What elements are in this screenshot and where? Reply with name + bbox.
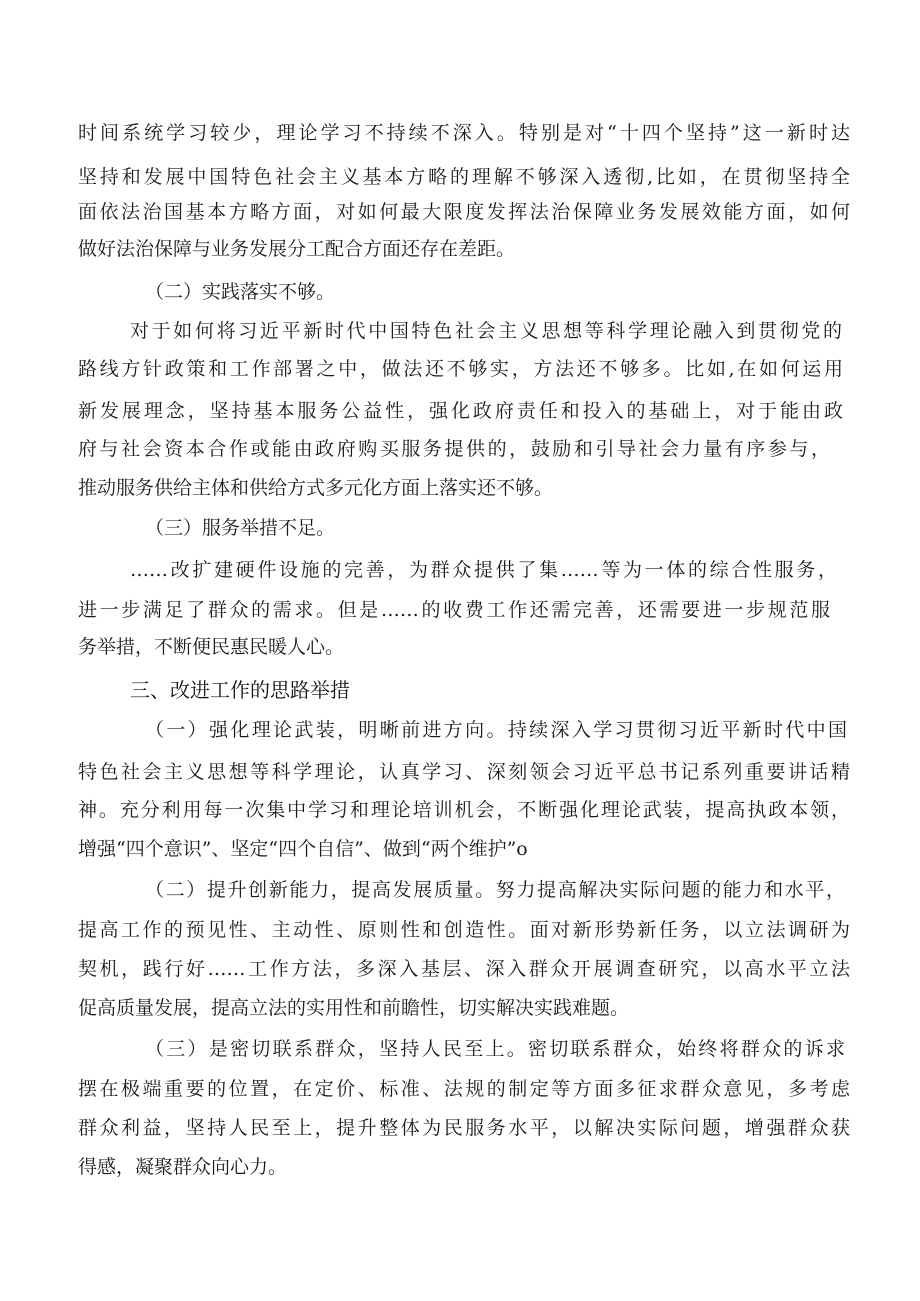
paragraph-line: 面依法治国基本方略方面，对如何最大限度发挥法治保障业务发展效能方面，如何 xyxy=(78,201,850,223)
paragraph-line: 得感，凝聚群众向心力。 xyxy=(78,1156,288,1178)
paragraph-line: 路线方针政策和工作部署之中，做法还不够实，方法还不够多。比如,在如何运用 xyxy=(78,358,843,380)
paragraph-line: 推动服务供给主体和供给方式多元化方面上落实还不够。 xyxy=(78,477,554,499)
paragraph-line: 府与社会资本合作或能由政府购买服务提供的，鼓励和引导社会力量有序参与， xyxy=(78,438,830,460)
paragraph-line: （三）是密切联系群众，坚持人民至上。密切联系群众，始终将群众的诉求 xyxy=(145,1038,845,1060)
paragraph-line: 提高工作的预见性、主动性、原则性和创造性。面对新形势新任务，以立法调研为 xyxy=(78,919,850,941)
paragraph-line: 对于如何将习近平新时代中国特色社会主义思想等科学理论融入到贯彻党的 xyxy=(130,320,842,342)
paragraph-line: 新发展理念，坚持基本服务公益性，强化政府责任和投入的基础上，对于能由政 xyxy=(78,400,843,422)
section-subheading: （二）实践落实不够。 xyxy=(145,281,336,303)
paragraph-line: 务举措，不断便民惠民暖人心。 xyxy=(78,636,345,658)
paragraph-line: 群众利益，坚持人民至上，提升整体为民服务水平，以解决实际问题，增强群众获 xyxy=(78,1117,850,1139)
paragraph-line: （二）提升创新能力，提高发展质量。努力提高解决实际问题的能力和水平， xyxy=(145,879,845,901)
paragraph-line: 契机，践行好……工作方法，多深入基层、深入群众开展调查研究，以高水平立法 xyxy=(78,958,850,980)
paragraph-line: 增强“四个意识”、坚定“四个自信”、做到“两个维护”o xyxy=(78,838,528,860)
paragraph-line: 做好法治保障与业务发展分工配合方面还存在差距。 xyxy=(78,238,516,260)
paragraph-line: 神。充分利用每一次集中学习和理论培训机会，不断强化理论武装，提高执政本领， xyxy=(78,799,850,821)
section-heading: 三、改进工作的思路举措 xyxy=(130,678,350,702)
paragraph-line: ……改扩建硬件设施的完善，为群众提供了集……等为一体的综合性服务， xyxy=(130,559,837,581)
paragraph-line: 摆在极端重要的位置，在定价、标准、法规的制定等方面多征求群众意见，多考虑 xyxy=(78,1078,850,1100)
paragraph-line: （一）强化理论武装，明晰前进方向。持续深入学习贯彻习近平新时代中国 xyxy=(145,719,847,741)
paragraph-line: 进一步满足了群众的需求。但是……的收费工作还需完善，还需要进一步规范服 xyxy=(78,599,830,621)
paragraph-line: 时间系统学习较少，理论学习不持续不深入。特别是对“十四个坚持”这一新时达 xyxy=(78,122,850,144)
paragraph-line: 特色社会主义思想等科学理论，认真学习、深刻领会习近平总书记系列重要讲话精 xyxy=(78,761,850,783)
paragraph-line: 促高质量发展，提高立法的实用性和前瞻性，切实解决实践难题。 xyxy=(78,997,630,1019)
paragraph-line: 坚持和发展中国特色社会主义基本方略的理解不够深入透彻,比如，在贯彻坚持全 xyxy=(78,166,850,188)
section-subheading: （三）服务举措不足。 xyxy=(145,517,336,539)
